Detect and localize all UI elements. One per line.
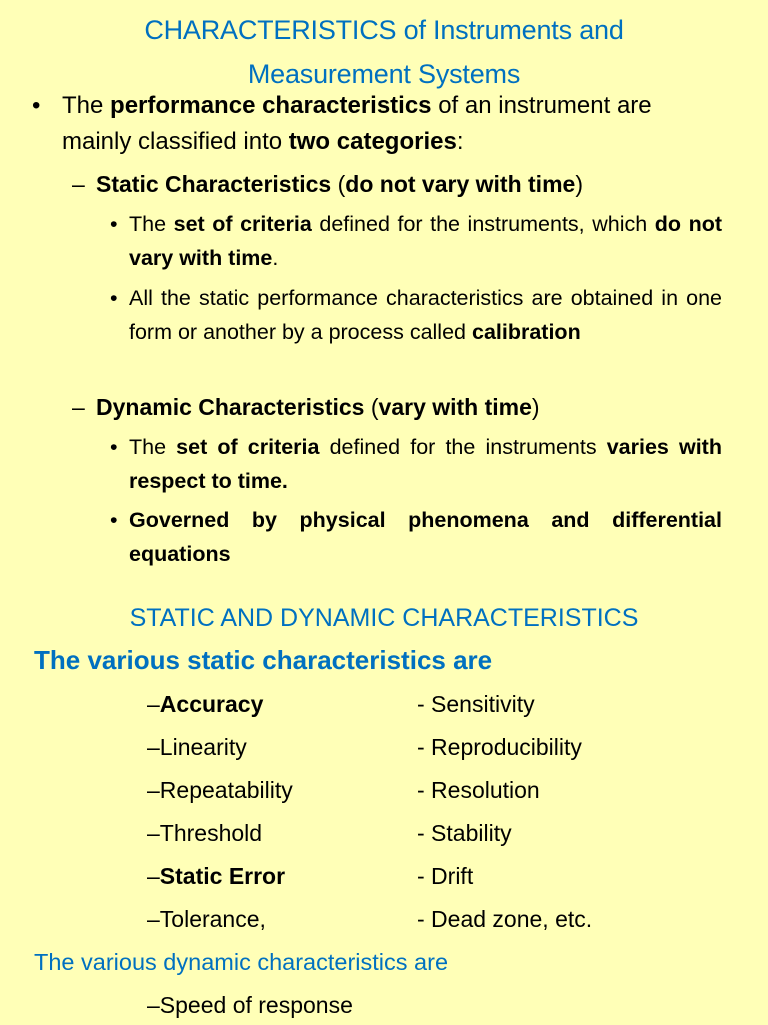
dash-icon: – xyxy=(72,171,85,197)
dynamic-bullet-2: • Governed by physical phenomena and differential equations xyxy=(110,503,722,571)
intro-bullet xyxy=(32,88,724,160)
list-item: - Drift xyxy=(417,863,474,889)
slide-title xyxy=(0,8,768,96)
static-list-right xyxy=(417,684,592,942)
dynamic-bullet-1: • The set of criteria defined for the instruments varies with respect to time. xyxy=(110,430,722,498)
dash-icon: – xyxy=(72,394,85,420)
static-list-heading: The various static characteristics are xyxy=(34,645,493,675)
list-item: –Accuracy xyxy=(147,691,264,717)
title-line-1: CHARACTERISTICS of Instruments and xyxy=(144,15,624,45)
list-item: –Static Error xyxy=(147,863,286,889)
static-bullet-2: • All the static performance characteristics are obtained in one form or another by a process called calibration xyxy=(110,281,722,349)
bullet-icon: • xyxy=(110,212,118,236)
dynamic-characteristics-heading: – Dynamic Characteristics (vary with time) xyxy=(72,390,724,424)
list-item: - Resolution xyxy=(417,777,540,803)
list-item: - Stability xyxy=(417,820,512,846)
bullet-icon: • xyxy=(32,92,41,119)
title-line-2: Measurement Systems xyxy=(247,59,521,89)
static-list-left xyxy=(147,684,293,942)
intro-text: The performance characteristics of an instrument are mainly classified into two categories: xyxy=(62,92,652,155)
static-characteristics-heading: – Static Characteristics (do not vary with time) xyxy=(72,167,724,201)
list-item: –Threshold xyxy=(147,820,263,846)
bullet-icon: • xyxy=(110,286,118,310)
list-item: –Speed of response xyxy=(147,992,353,1018)
dynamic-list-heading: The various dynamic characteristics are xyxy=(34,949,449,975)
list-item: –Tolerance, xyxy=(147,906,266,932)
list-item: –Repeatability xyxy=(147,777,293,803)
list-item: - Dead zone, etc. xyxy=(417,906,593,932)
bullet-icon: • xyxy=(110,435,118,459)
bullet-icon: • xyxy=(110,508,118,532)
static-bullet-1: • The set of criteria defined for the instruments, which do not vary with time. xyxy=(110,207,722,275)
list-item: - Reproducibility xyxy=(417,734,582,760)
list-item: –Linearity xyxy=(147,734,247,760)
list-item: - Sensitivity xyxy=(417,691,535,717)
section-title: STATIC AND DYNAMIC CHARACTERISTICS xyxy=(129,604,639,632)
